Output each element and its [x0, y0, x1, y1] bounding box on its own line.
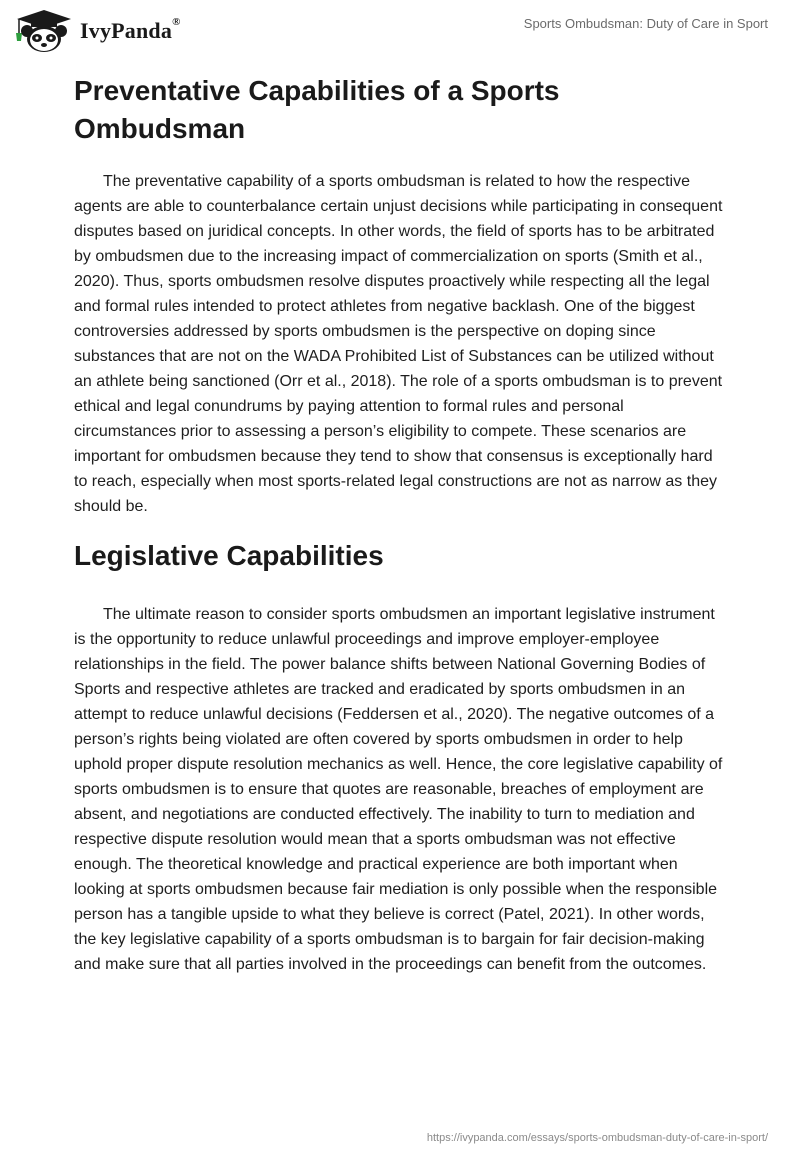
- panda-icon: [13, 9, 75, 53]
- brand-logo[interactable]: [13, 9, 181, 53]
- section-paragraph-legislative: The ultimate reason to consider sports ombudsmen an important legislative instrument is the opportunity to reduce unlawful proceedings and improve employer-employee relationships in the field. The power balance shifts between National Governing Bodies of Sports and respective athletes are tracked and eradicated by sports ombudsmen in an attempt to reduce unlawful decisions (Feddersen et al., 2020). The negative outcomes of a person’s rights being violated are often covered by sports ombudsmen in order to help uphold proper dispute resolution mechanics as well. Hence, the core legislative capability of sports ombudsmen is to ensure that quotes are reasonable, breaches of employment are absent, and negotiations are conducted effectively. The inability to turn to mediation and respective dispute resolution would mean that a sports ombudsman was not effective enough. The theoretical knowledge and practical experience are both important when looking at sports ombudsmen because fair mediation is only possible when the responsible person has a tangible upside to what they believe is correct (Patel, 2021). In other words, the key legislative capability of a sports ombudsman is to bargain for fair decision-making and make sure that all parties involved in the proceedings can benefit from the outcomes.: [74, 606, 723, 973]
- section-heading-legislative: Legislative Capabilities: [74, 540, 384, 571]
- page-header: [0, 0, 800, 62]
- section-heading-preventative: Preventative Capabilities of a Sports Ombudsman: [74, 75, 560, 144]
- brand-name: IvyPanda®: [80, 16, 181, 43]
- article-body: [74, 72, 724, 977]
- document-title: Sports Ombudsman: Duty of Care in Sport: [523, 16, 768, 31]
- footer-url-link[interactable]: https://ivypanda.com/essays/sports-ombudsman-duty-of-care-in-sport/: [426, 1132, 768, 1144]
- section-paragraph-preventative: The preventative capability of a sports ombudsman is related to how the respective agents are able to counterbalance certain unjust decisions while participating in consequent disputes based on juridical concepts. In other words, the field of sports has to be arbitrated by ombudsmen due to the increasing impact of commercialization on sports (Smith et al., 2020). Thus, sports ombudsmen resolve disputes proactively while respecting all the legal and formal rules intended to protect athletes from negative backlash. One of the biggest controversies addressed by sports ombudsmen is the perspective on doping since substances that are not on the WADA Prohibited List of Substances can be utilized without an athlete being sanctioned (Orr et al., 2018). The role of a sports ombudsman is to prevent ethical and legal conundrums by paying attention to formal rules and personal circumstances prior to assessing a person’s eligibility to compete. These scenarios are important for ombudsmen because they tend to show that consensus is exceptionally hard to reach, especially when most sports-related legal constructions are not as narrow as they should be.: [74, 173, 723, 515]
